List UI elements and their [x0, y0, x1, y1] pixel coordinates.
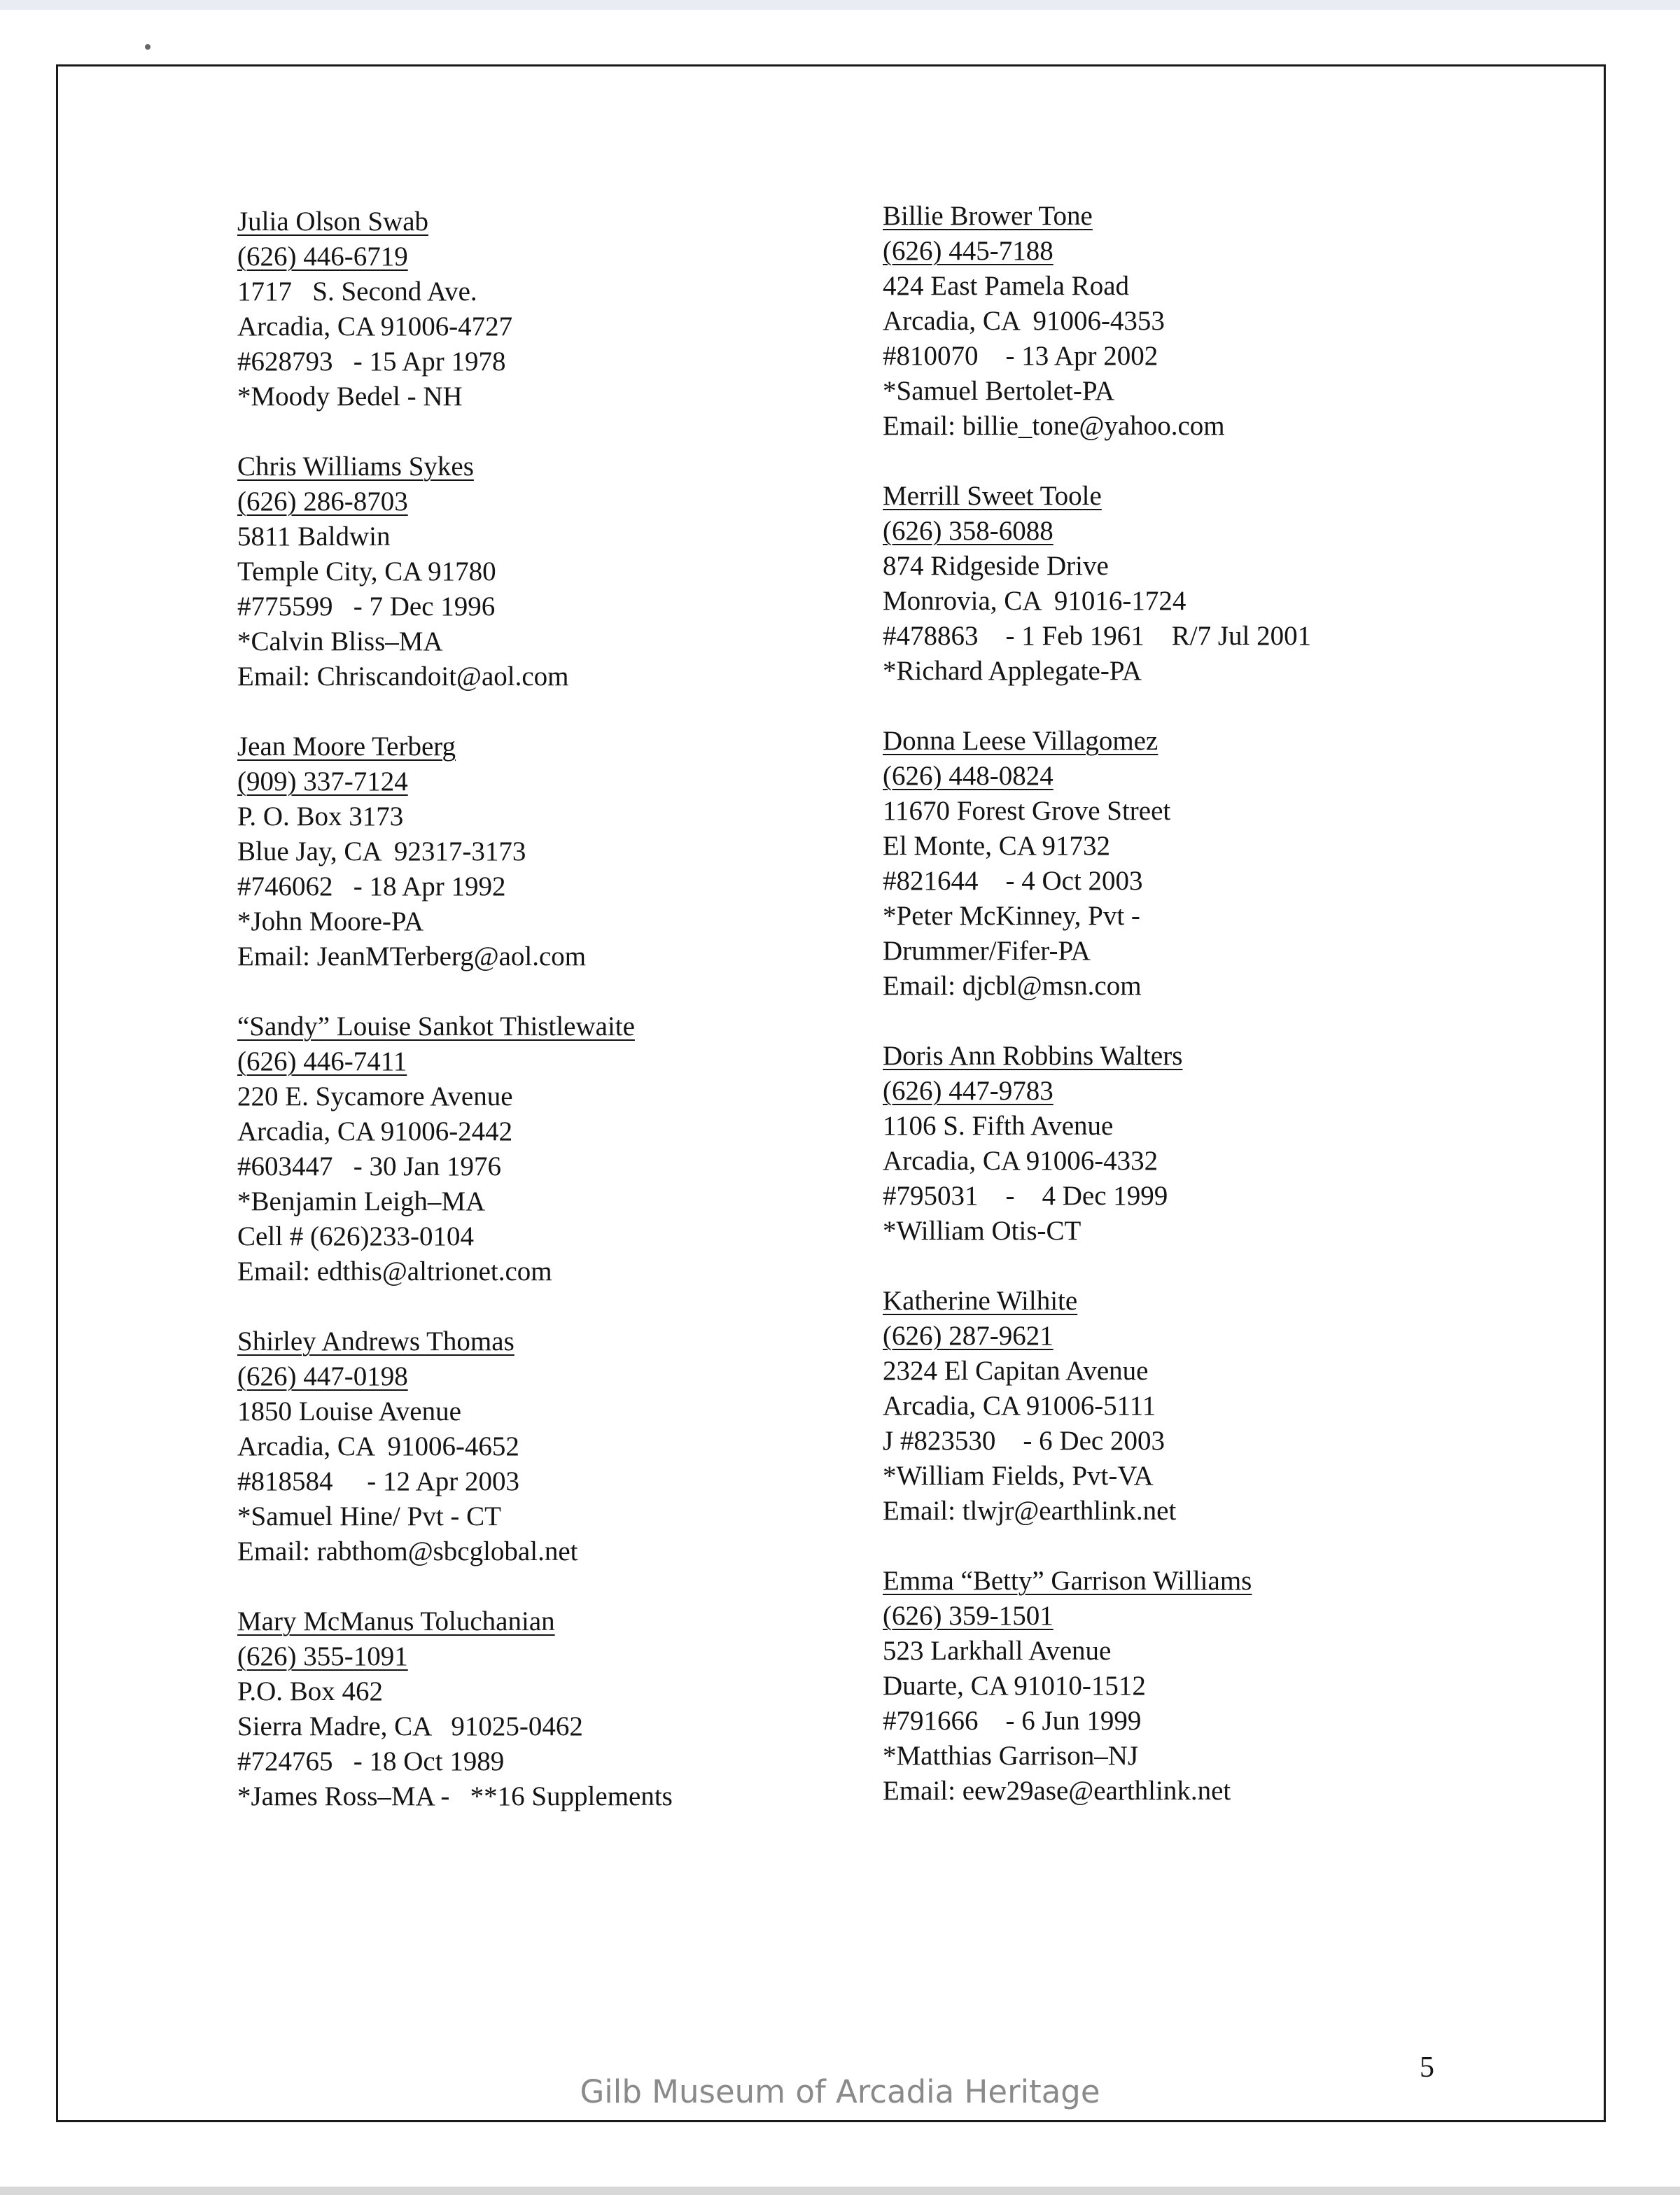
member-number-date: #775599 - 7 Dec 1996 [237, 591, 496, 622]
member-email: Email: tlwjr@earthlink.net [883, 1496, 1177, 1526]
member-phone: (626) 286-8703 [237, 486, 408, 517]
member-number-date: #818584 - 12 Apr 2003 [237, 1466, 519, 1496]
member-entry [883, 724, 1513, 1004]
member-phone: (626) 447-0198 [237, 1361, 408, 1391]
member-phone: (626) 446-6719 [237, 241, 408, 272]
member-name: Katherine Wilhite [883, 1286, 1078, 1316]
member-email: Email: eew29ase@earthlink.net [883, 1776, 1231, 1806]
scan-bottom-edge [0, 2187, 1680, 2195]
member-entry [883, 199, 1513, 444]
left-column [237, 204, 867, 1849]
member-address: 424 East Pamela Road [883, 271, 1130, 301]
member-city: Arcadia, CA 91006-4353 [883, 306, 1165, 336]
member-address: P.O. Box 462 [237, 1676, 384, 1706]
member-number-date: J #823530 - 6 Dec 2003 [883, 1426, 1165, 1456]
member-number-date: #724765 - 18 Oct 1989 [237, 1746, 505, 1776]
member-ancestor: *William Otis-CT [883, 1216, 1082, 1246]
member-number-date: #478863 - 1 Feb 1961 R/7 Jul 2001 [883, 621, 1312, 651]
member-name: Billie Brower Tone [883, 201, 1093, 231]
member-name: Mary McManus Toluchanian [237, 1606, 555, 1636]
member-address: 1717 S. Second Ave. [237, 276, 477, 307]
scan-speck [145, 44, 150, 50]
member-phone: (626) 445-7188 [883, 236, 1054, 266]
member-city: Blue Jay, CA 92317-3173 [237, 836, 526, 867]
member-entry [883, 1039, 1513, 1249]
member-name: Doris Ann Robbins Walters [883, 1041, 1183, 1071]
member-city: Arcadia, CA 91006-4332 [883, 1146, 1158, 1176]
member-address: 11670 Forest Grove Street [883, 796, 1171, 826]
member-city: Arcadia, CA 91006-4727 [237, 311, 513, 342]
member-city: Sierra Madre, CA 91025-0462 [237, 1711, 583, 1741]
member-phone: (626) 287-9621 [883, 1321, 1054, 1351]
member-name: Chris Williams Sykes [237, 451, 474, 482]
member-city: Arcadia, CA 91006-5111 [883, 1391, 1156, 1421]
member-address: 1850 Louise Avenue [237, 1396, 461, 1426]
member-number-date: #603447 - 30 Jan 1976 [237, 1151, 501, 1181]
member-ancestor: *Peter McKinney, Pvt - [883, 901, 1140, 931]
member-city: Arcadia, CA 91006-2442 [237, 1116, 513, 1146]
member-email: Email: billie_tone@yahoo.com [883, 411, 1225, 441]
member-ancestor: *William Fields, Pvt-VA [883, 1461, 1154, 1491]
member-name: Merrill Sweet Toole [883, 481, 1102, 511]
right-column [883, 199, 1513, 1844]
member-ancestor: *James Ross–MA - **16 Supplements [237, 1781, 673, 1811]
member-number-date: #746062 - 18 Apr 1992 [237, 871, 506, 902]
member-entry [237, 1604, 867, 1814]
member-email: Email: JeanMTerberg@aol.com [237, 941, 587, 972]
member-city: Temple City, CA 91780 [237, 556, 496, 587]
member-phone: (626) 359-1501 [883, 1601, 1054, 1631]
member-ancestor: *Richard Applegate-PA [883, 656, 1142, 686]
member-ancestor: *John Moore-PA [237, 906, 424, 937]
scan-top-edge [0, 0, 1680, 10]
member-phone: (626) 447-9783 [883, 1076, 1054, 1106]
member-email: Email: edthis@altrionet.com [237, 1256, 552, 1286]
member-ancestor: *Samuel Bertolet-PA [883, 376, 1115, 406]
member-name: Emma “Betty” Garrison Williams [883, 1566, 1252, 1596]
member-city: Monrovia, CA 91016-1724 [883, 586, 1186, 616]
member-address: 523 Larkhall Avenue [883, 1636, 1112, 1666]
member-entry [237, 1009, 867, 1289]
museum-watermark: Gilb Museum of Arcadia Heritage [580, 2073, 1100, 2110]
member-address: P. O. Box 3173 [237, 801, 404, 832]
member-entry [237, 1324, 867, 1569]
member-name: Julia Olson Swab [237, 206, 428, 237]
member-number-date: #810070 - 13 Apr 2002 [883, 341, 1158, 371]
member-entry [883, 1564, 1513, 1809]
member-city: Duarte, CA 91010-1512 [883, 1671, 1146, 1701]
member-ancestor: *Calvin Bliss–MA [237, 626, 443, 657]
member-cell: Cell # (626)233-0104 [237, 1221, 474, 1251]
member-ancestor: *Benjamin Leigh–MA [237, 1186, 486, 1216]
member-phone: (909) 337-7124 [237, 766, 408, 797]
member-address: 220 E. Sycamore Avenue [237, 1081, 513, 1111]
member-name: Donna Leese Villagomez [883, 726, 1158, 756]
member-entry [883, 479, 1513, 689]
member-name: “Sandy” Louise Sankot Thistlewaite [237, 1011, 635, 1042]
member-name: Jean Moore Terberg [237, 731, 456, 762]
member-city: El Monte, CA 91732 [883, 831, 1111, 861]
member-entry [237, 204, 867, 414]
member-name: Shirley Andrews Thomas [237, 1326, 514, 1356]
member-entry [237, 449, 867, 694]
member-ancestor-cont: Drummer/Fifer-PA [883, 936, 1091, 966]
member-entry [237, 729, 867, 974]
member-ancestor: *Moody Bedel - NH [237, 381, 463, 412]
member-email: Email: Chriscandoit@aol.com [237, 661, 569, 692]
member-email: Email: djcbl@msn.com [883, 971, 1142, 1001]
member-ancestor: *Matthias Garrison–NJ [883, 1741, 1139, 1771]
member-phone: (626) 358-6088 [883, 516, 1054, 546]
member-number-date: #821644 - 4 Oct 2003 [883, 866, 1143, 896]
member-email: Email: rabthom@sbcglobal.net [237, 1536, 578, 1566]
member-phone: (626) 448-0824 [883, 761, 1054, 791]
member-number-date: #795031 - 4 Dec 1999 [883, 1181, 1168, 1211]
member-address: 2324 El Capitan Avenue [883, 1356, 1149, 1386]
member-phone: (626) 355-1091 [237, 1641, 408, 1671]
member-ancestor: *Samuel Hine/ Pvt - CT [237, 1501, 501, 1531]
member-phone: (626) 446-7411 [237, 1046, 407, 1077]
member-number-date: #628793 - 15 Apr 1978 [237, 346, 506, 377]
member-number-date: #791666 - 6 Jun 1999 [883, 1706, 1142, 1736]
member-address: 5811 Baldwin [237, 521, 391, 552]
member-address: 1106 S. Fifth Avenue [883, 1111, 1114, 1141]
member-city: Arcadia, CA 91006-4652 [237, 1431, 519, 1461]
member-entry [883, 1284, 1513, 1529]
member-address: 874 Ridgeside Drive [883, 551, 1109, 581]
page-number: 5 [1420, 2052, 1434, 2084]
